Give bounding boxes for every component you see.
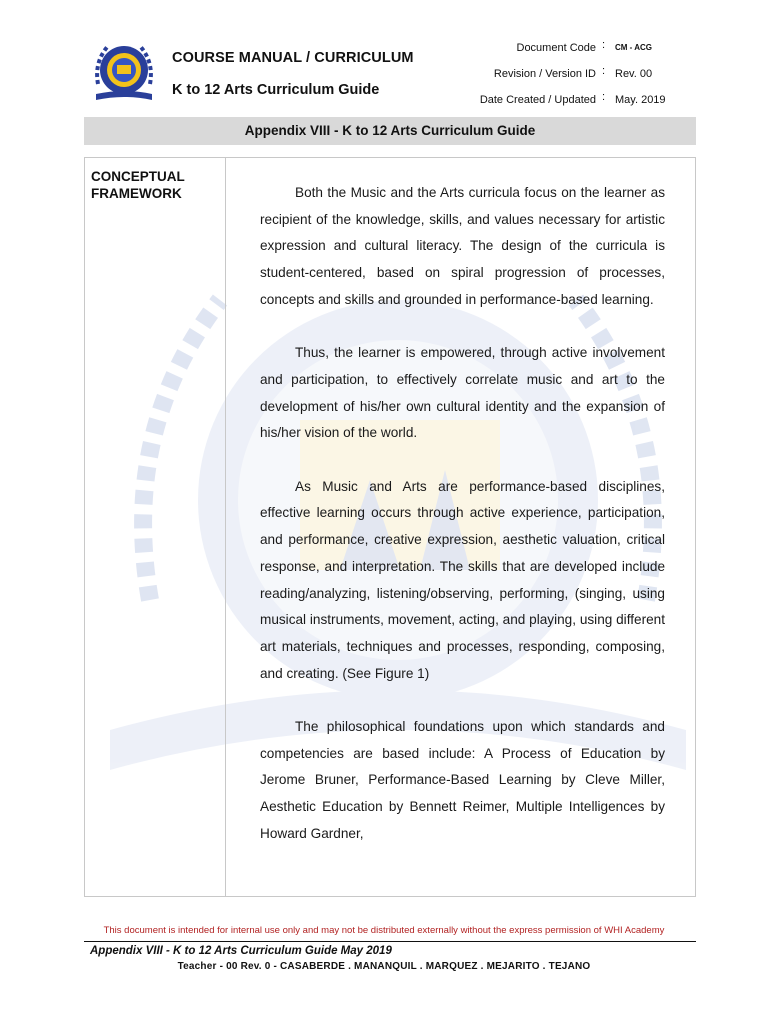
revision-sep: : [602,65,606,77]
paragraph-3: As Music and Arts are performance-based disciplines, effective learning occurs through active experience, participation, and performance, creative expression, aesthetic valuation, critical response, and interpretation. The skills that are developed include reading/analyzing, listening/observing, performing, (singing, using musical instruments, movement, acting, and playing, using different art materials, techniques and processes, responding, composing, and creating. (See Figure 1) [260,478,665,681]
footer-authors-line: Teacher - 00 Rev. 0 - CASABERDE . MANANQUIL . MARQUEZ . MEJARITO . TEJANO [177,961,591,972]
guide-title: K to 12 Arts Curriculum Guide [172,82,380,98]
date-label: Date Created / Updated [479,94,596,106]
section-body [260,180,665,874]
appendix-banner: Appendix VIII - K to 12 Arts Curriculum Guide [84,117,696,145]
doc-code-value: CM - ACG [615,43,653,52]
school-logo-icon [92,38,156,106]
doc-code-row [474,39,696,62]
manual-title: COURSE MANUAL / CURRICULUM [172,50,414,66]
framework-table [84,157,696,897]
doc-code-sep: : [602,39,606,51]
paragraph-4: The philosophical foundations upon which standards and competencies are based include: A Process of Education by Jerome Bruner, Performance-Based Learning by Cleve Miller, Aesthetic Education by Bennett Reimer, Multiple Intelligences by Howard Gardner, [260,719,665,841]
revision-label: Revision / Version ID [493,68,596,80]
paragraph-2: Thus, the learner is empowered, through active involvement and participation, to effectively correlate music and art to the development of his/her own cultural identity and the expansion of his/her vision of the world. [260,345,665,441]
doc-code-label: Document Code [516,42,596,54]
column-divider [225,158,226,896]
footer-divider [84,941,696,942]
footer-appendix-line: Appendix VIII - K to 12 Arts Curriculum Guide May 2019 [90,945,392,957]
date-sep: : [602,91,606,103]
date-row [474,91,696,114]
confidentiality-notice: This document is intended for internal use only and may not be distributed externally without the express permission of WHI Academy [103,925,665,936]
revision-value: Rev. 00 [615,68,653,80]
revision-row [474,65,696,88]
date-value: May. 2019 [615,94,666,106]
document-header [84,30,696,118]
section-label: CONCEPTUAL FRAMEWORK [91,169,185,201]
paragraph-1: Both the Music and the Arts curricula focus on the learner as recipient of the knowledge, skills, and values necessary for artistic expression and cultural literacy. The design of the curricula is student-centered, based on spiral progression of processes, concepts and skills and grounded in performance-based learning. [260,185,665,307]
